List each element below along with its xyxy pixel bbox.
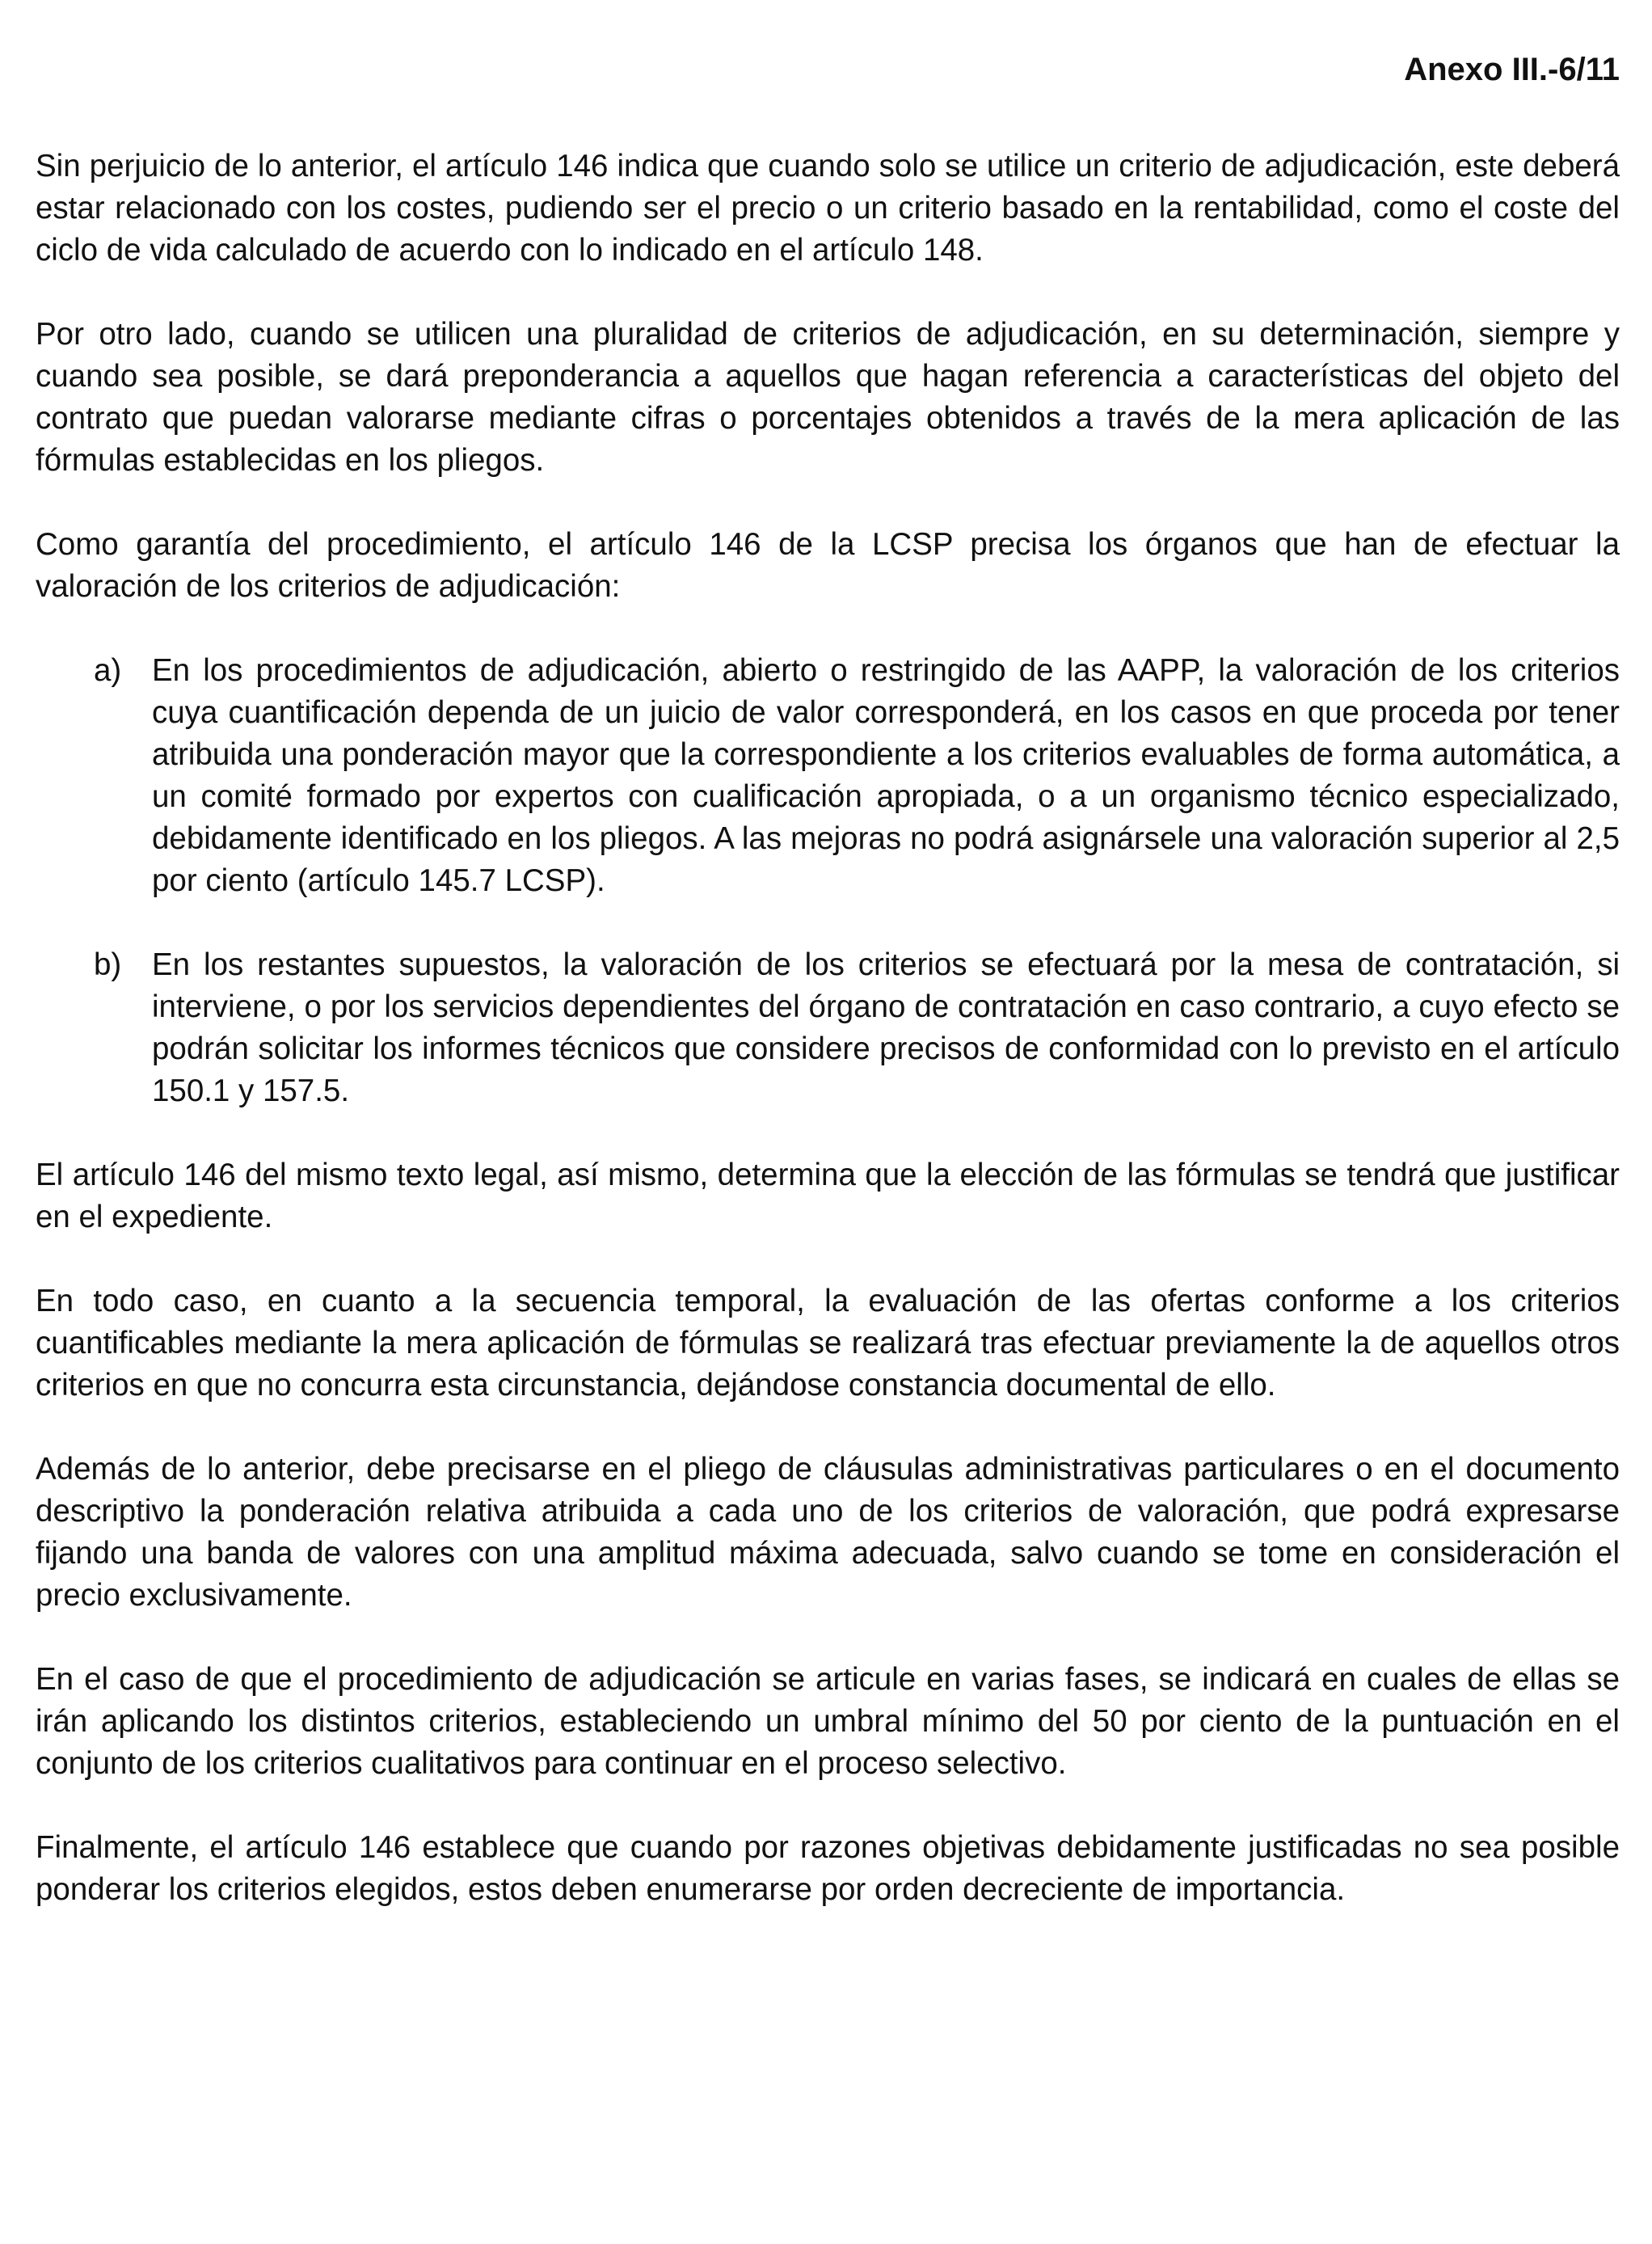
list-item: [36, 650, 1620, 902]
list-item-text: En los restantes supuestos, la valoración de los criterios se efectuará por la mesa de contratación, si interviene, o por los servicios dependientes del órgano de contratación en caso contrario, a cuyo efecto se podrán solicitar los informes técnicos que considere precisos de conformidad con lo previsto en el artículo 150.1 y 157.5.: [152, 947, 1620, 1108]
paragraph-phases: En el caso de que el procedimiento de adjudicación se articule en varias fases, se indicará en cuales de ellas se irán aplicando los distintos criterios, estableciendo un umbral mínimo del 50 por ciento de la puntuación en el conjunto de los criterios cualitativos para continuar en el proceso selectivo.: [36, 1662, 1620, 1781]
paragraph-temporal-sequence: En todo caso, en cuanto a la secuencia temporal, la evaluación de las ofertas conforme a los criterios cuantificables mediante la mera aplicación de fórmulas se realizará tras efectuar previamente la de aquellos otros criterios en que no concurra esta circunstancia, dejándose constancia documental de ello.: [36, 1284, 1620, 1402]
list-item: [36, 944, 1620, 1112]
paragraph-relative-weighting: Además de lo anterior, debe precisarse en el pliego de cláusulas administrativas particulares o en el documento descriptivo la ponderación relativa atribuida a cada uno de los criterios de valoración, que podrá expresarse fijando una banda de valores con una amplitud máxima adecuada, salvo cuando se tome en consideración el precio exclusivamente.: [36, 1452, 1620, 1613]
paragraph-plural-criteria: Por otro lado, cuando se utilicen una pluralidad de criterios de adjudicación, en su determinación, siempre y cuando sea posible, se dará preponderancia a aquellos que hagan referencia a características del objeto del contrato que puedan valorarse mediante cifras o porcentajes obtenidos a través de la mera aplicación de las fórmulas establecidas en los pliegos.: [36, 317, 1620, 478]
paragraph-decreasing-importance: Finalmente, el artículo 146 establece que cuando por razones objetivas debidamente justificadas no sea posible ponderar los criterios elegidos, estos deben enumerarse por orden decreciente de importancia.: [36, 1830, 1620, 1907]
list-item-text: En los procedimientos de adjudicación, abierto o restringido de las AAPP, la valoración de los criterios cuya cuantificación dependa de un juicio de valor corresponderá, en los casos en que proceda por tener atribuida una ponderación mayor que la correspondiente a los criterios evaluables de forma automática, a un comité formado por expertos con cualificación apropiada, o a un organismo técnico especializado, debidamente identificado en los pliegos. A las mejoras no podrá asignársele una valoración superior al 2,5 por ciento (artículo 145.7 LCSP).: [152, 653, 1620, 898]
list-marker: b): [94, 947, 122, 982]
paragraph-single-criterion: Sin perjuicio de lo anterior, el artículo 146 indica que cuando solo se utilice un criterio de adjudicación, este deberá estar relacionado con los costes, pudiendo ser el precio o un criterio basado en la rentabilidad, como el coste del ciclo de vida calculado de acuerdo con lo indicado en el artículo 148.: [36, 149, 1620, 268]
paragraph-formula-justification: El artículo 146 del mismo texto legal, así mismo, determina que la elección de las fórmulas se tendrá que justificar en el expediente.: [36, 1158, 1620, 1234]
valuation-bodies-list: [36, 650, 1620, 1112]
paragraph-procedure-guarantee: Como garantía del procedimiento, el artículo 146 de la LCSP precisa los órganos que han de efectuar la valoración de los criterios de adjudicación:: [36, 527, 1620, 604]
document-page: [36, 49, 1620, 1953]
list-marker: a): [94, 653, 122, 688]
page-header-label: Anexo III.-6/11: [1404, 52, 1620, 87]
